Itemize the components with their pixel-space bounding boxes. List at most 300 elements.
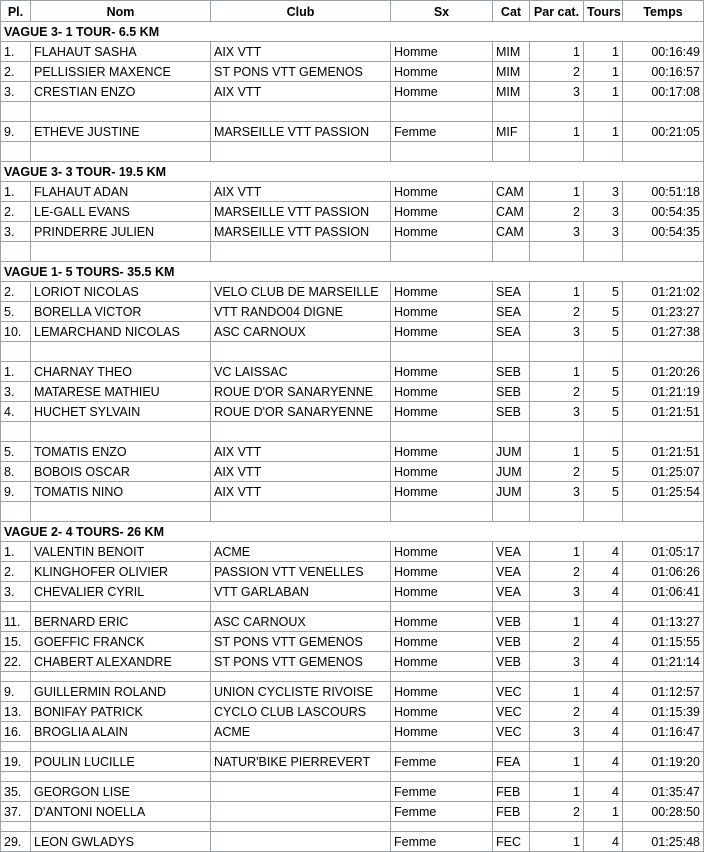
cell-cat[interactable]: MIM <box>493 82 530 102</box>
cell-club[interactable] <box>211 422 391 442</box>
cell-tours[interactable] <box>584 422 623 442</box>
cell-club[interactable]: AIX VTT <box>211 42 391 62</box>
cell-club[interactable]: ROUE D'OR SANARYENNE <box>211 382 391 402</box>
header-cat[interactable]: Cat <box>493 0 530 22</box>
cell-tours[interactable] <box>584 822 623 832</box>
cell-club[interactable]: ASC CARNOUX <box>211 322 391 342</box>
cell-cat[interactable]: MIM <box>493 62 530 82</box>
cell-cat[interactable] <box>493 242 530 262</box>
cell-temps[interactable]: 00:17:08 <box>623 82 704 102</box>
cell-club[interactable] <box>211 502 391 522</box>
cell-nom[interactable] <box>31 772 211 782</box>
cell-pl[interactable]: 1. <box>0 362 31 382</box>
cell-temps[interactable]: 01:35:47 <box>623 782 704 802</box>
cell-pl[interactable]: 22. <box>0 652 31 672</box>
cell-sx[interactable]: Homme <box>391 632 493 652</box>
cell-par[interactable]: 3 <box>530 82 584 102</box>
cell-sx[interactable]: Homme <box>391 302 493 322</box>
cell-cat[interactable]: VEB <box>493 612 530 632</box>
cell-club[interactable] <box>211 672 391 682</box>
cell-tours[interactable]: 4 <box>584 702 623 722</box>
cell-tours[interactable]: 5 <box>584 282 623 302</box>
cell-sx[interactable]: Homme <box>391 62 493 82</box>
cell-tours[interactable]: 4 <box>584 582 623 602</box>
cell-cat[interactable]: VEA <box>493 562 530 582</box>
cell-sx[interactable]: Femme <box>391 122 493 142</box>
cell-nom[interactable] <box>31 102 211 122</box>
cell-cat[interactable]: FEB <box>493 782 530 802</box>
cell-pl[interactable]: 9. <box>0 122 31 142</box>
cell-club[interactable]: ST PONS VTT GEMENOS <box>211 652 391 672</box>
cell-pl[interactable]: 1. <box>0 42 31 62</box>
cell-club[interactable] <box>211 802 391 822</box>
cell-nom[interactable]: D'ANTONI NOELLA <box>31 802 211 822</box>
cell-temps[interactable] <box>623 342 704 362</box>
cell-cat[interactable]: VEC <box>493 682 530 702</box>
cell-pl[interactable]: 8. <box>0 462 31 482</box>
header-sx[interactable]: Sx <box>391 0 493 22</box>
cell-tours[interactable]: 4 <box>584 722 623 742</box>
cell-temps[interactable]: 01:25:07 <box>623 462 704 482</box>
cell-club[interactable]: UNION CYCLISTE RIVOISE <box>211 682 391 702</box>
cell-pl[interactable]: 11. <box>0 612 31 632</box>
cell-club[interactable]: AIX VTT <box>211 82 391 102</box>
cell-temps[interactable]: 00:28:50 <box>623 802 704 822</box>
cell-club[interactable] <box>211 342 391 362</box>
cell-sx[interactable] <box>391 822 493 832</box>
header-par-cat[interactable]: Par cat. <box>530 0 584 22</box>
cell-temps[interactable]: 01:25:48 <box>623 832 704 852</box>
cell-club[interactable] <box>211 242 391 262</box>
cell-sx[interactable]: Homme <box>391 482 493 502</box>
cell-par[interactable] <box>530 422 584 442</box>
cell-pl[interactable]: 3. <box>0 582 31 602</box>
cell-pl[interactable]: 29. <box>0 832 31 852</box>
cell-sx[interactable] <box>391 342 493 362</box>
cell-club[interactable] <box>211 742 391 752</box>
cell-tours[interactable]: 5 <box>584 462 623 482</box>
cell-par[interactable] <box>530 742 584 752</box>
cell-temps[interactable] <box>623 772 704 782</box>
cell-nom[interactable] <box>31 142 211 162</box>
cell-nom[interactable] <box>31 502 211 522</box>
cell-temps[interactable] <box>623 502 704 522</box>
cell-club[interactable]: MARSEILLE VTT PASSION <box>211 222 391 242</box>
cell-par[interactable]: 2 <box>530 62 584 82</box>
cell-tours[interactable]: 1 <box>584 62 623 82</box>
cell-tours[interactable]: 3 <box>584 202 623 222</box>
cell-sx[interactable]: Homme <box>391 582 493 602</box>
cell-pl[interactable]: 2. <box>0 282 31 302</box>
cell-temps[interactable]: 01:13:27 <box>623 612 704 632</box>
cell-par[interactable]: 1 <box>530 182 584 202</box>
cell-nom[interactable]: BROGLIA ALAIN <box>31 722 211 742</box>
cell-par[interactable] <box>530 672 584 682</box>
cell-sx[interactable]: Homme <box>391 542 493 562</box>
cell-temps[interactable]: 01:06:26 <box>623 562 704 582</box>
cell-tours[interactable]: 4 <box>584 782 623 802</box>
cell-cat[interactable] <box>493 342 530 362</box>
cell-tours[interactable]: 5 <box>584 382 623 402</box>
cell-nom[interactable]: CHEVALIER CYRIL <box>31 582 211 602</box>
cell-par[interactable]: 2 <box>530 382 584 402</box>
cell-pl[interactable]: 2. <box>0 62 31 82</box>
cell-club[interactable]: ASC CARNOUX <box>211 612 391 632</box>
cell-sx[interactable] <box>391 102 493 122</box>
cell-cat[interactable]: CAM <box>493 182 530 202</box>
cell-tours[interactable]: 1 <box>584 42 623 62</box>
cell-pl[interactable]: 2. <box>0 202 31 222</box>
cell-nom[interactable]: CRESTIAN ENZO <box>31 82 211 102</box>
cell-nom[interactable]: POULIN LUCILLE <box>31 752 211 772</box>
cell-nom[interactable] <box>31 342 211 362</box>
cell-sx[interactable] <box>391 242 493 262</box>
cell-nom[interactable]: KLINGHOFER OLIVIER <box>31 562 211 582</box>
header-tours[interactable]: Tours <box>584 0 623 22</box>
cell-pl[interactable]: 10. <box>0 322 31 342</box>
cell-club[interactable]: VC LAISSAC <box>211 362 391 382</box>
cell-tours[interactable]: 1 <box>584 122 623 142</box>
cell-par[interactable]: 1 <box>530 442 584 462</box>
cell-sx[interactable]: Homme <box>391 362 493 382</box>
cell-tours[interactable]: 4 <box>584 682 623 702</box>
cell-sx[interactable]: Homme <box>391 42 493 62</box>
header-club[interactable]: Club <box>211 0 391 22</box>
cell-temps[interactable] <box>623 422 704 442</box>
cell-temps[interactable] <box>623 672 704 682</box>
cell-cat[interactable]: FEB <box>493 802 530 822</box>
cell-sx[interactable]: Femme <box>391 752 493 772</box>
cell-cat[interactable]: SEA <box>493 302 530 322</box>
header-pl[interactable]: Pl. <box>0 0 31 22</box>
cell-par[interactable]: 3 <box>530 222 584 242</box>
cell-pl[interactable]: 35. <box>0 782 31 802</box>
cell-pl[interactable]: 4. <box>0 402 31 422</box>
cell-club[interactable]: PASSION VTT VENELLES <box>211 562 391 582</box>
cell-sx[interactable]: Homme <box>391 82 493 102</box>
cell-sx[interactable] <box>391 672 493 682</box>
cell-tours[interactable]: 3 <box>584 222 623 242</box>
cell-par[interactable] <box>530 602 584 612</box>
cell-cat[interactable]: JUM <box>493 482 530 502</box>
cell-club[interactable]: VTT RANDO04 DIGNE <box>211 302 391 322</box>
cell-pl[interactable] <box>0 672 31 682</box>
cell-sx[interactable]: Femme <box>391 782 493 802</box>
cell-cat[interactable]: FEA <box>493 752 530 772</box>
cell-par[interactable]: 2 <box>530 202 584 222</box>
cell-sx[interactable]: Homme <box>391 722 493 742</box>
cell-par[interactable]: 1 <box>530 752 584 772</box>
cell-nom[interactable]: CHARNAY THEO <box>31 362 211 382</box>
cell-sx[interactable] <box>391 422 493 442</box>
cell-tours[interactable]: 4 <box>584 752 623 772</box>
cell-temps[interactable]: 01:05:17 <box>623 542 704 562</box>
cell-club[interactable]: AIX VTT <box>211 462 391 482</box>
cell-temps[interactable]: 01:06:41 <box>623 582 704 602</box>
cell-tours[interactable]: 3 <box>584 182 623 202</box>
cell-temps[interactable]: 01:15:55 <box>623 632 704 652</box>
cell-par[interactable]: 2 <box>530 302 584 322</box>
cell-temps[interactable]: 01:16:47 <box>623 722 704 742</box>
cell-pl[interactable] <box>0 772 31 782</box>
cell-sx[interactable]: Homme <box>391 382 493 402</box>
cell-nom[interactable]: PRINDERRE JULIEN <box>31 222 211 242</box>
cell-cat[interactable]: JUM <box>493 442 530 462</box>
cell-cat[interactable]: SEB <box>493 382 530 402</box>
cell-sx[interactable]: Homme <box>391 402 493 422</box>
cell-sx[interactable]: Homme <box>391 322 493 342</box>
cell-club[interactable]: ST PONS VTT GEMENOS <box>211 632 391 652</box>
cell-nom[interactable]: PELLISSIER MAXENCE <box>31 62 211 82</box>
cell-temps[interactable]: 01:25:54 <box>623 482 704 502</box>
cell-nom[interactable]: TOMATIS ENZO <box>31 442 211 462</box>
cell-cat[interactable]: MIF <box>493 122 530 142</box>
cell-cat[interactable] <box>493 502 530 522</box>
cell-sx[interactable]: Homme <box>391 282 493 302</box>
cell-temps[interactable]: 00:16:49 <box>623 42 704 62</box>
cell-tours[interactable]: 4 <box>584 632 623 652</box>
cell-cat[interactable] <box>493 602 530 612</box>
cell-par[interactable]: 3 <box>530 582 584 602</box>
cell-tours[interactable] <box>584 742 623 752</box>
cell-temps[interactable] <box>623 602 704 612</box>
cell-tours[interactable]: 4 <box>584 652 623 672</box>
cell-temps[interactable]: 00:16:57 <box>623 62 704 82</box>
cell-sx[interactable]: Homme <box>391 222 493 242</box>
cell-sx[interactable]: Homme <box>391 702 493 722</box>
cell-club[interactable]: VTT GARLABAN <box>211 582 391 602</box>
cell-par[interactable]: 3 <box>530 722 584 742</box>
cell-temps[interactable]: 01:27:38 <box>623 322 704 342</box>
cell-tours[interactable]: 5 <box>584 362 623 382</box>
cell-nom[interactable]: BERNARD ERIC <box>31 612 211 632</box>
cell-pl[interactable]: 9. <box>0 482 31 502</box>
cell-cat[interactable]: CAM <box>493 222 530 242</box>
cell-pl[interactable]: 3. <box>0 222 31 242</box>
cell-temps[interactable]: 00:54:35 <box>623 222 704 242</box>
cell-tours[interactable] <box>584 502 623 522</box>
cell-nom[interactable]: LEMARCHAND NICOLAS <box>31 322 211 342</box>
cell-cat[interactable] <box>493 422 530 442</box>
cell-cat[interactable] <box>493 142 530 162</box>
cell-par[interactable] <box>530 102 584 122</box>
cell-sx[interactable] <box>391 772 493 782</box>
cell-pl[interactable] <box>0 602 31 612</box>
cell-pl[interactable] <box>0 102 31 122</box>
cell-pl[interactable]: 1. <box>0 182 31 202</box>
cell-temps[interactable]: 01:19:20 <box>623 752 704 772</box>
cell-sx[interactable]: Homme <box>391 652 493 672</box>
cell-sx[interactable]: Homme <box>391 202 493 222</box>
cell-club[interactable]: ST PONS VTT GEMENOS <box>211 62 391 82</box>
cell-sx[interactable]: Homme <box>391 462 493 482</box>
cell-par[interactable]: 1 <box>530 542 584 562</box>
cell-nom[interactable]: GUILLERMIN ROLAND <box>31 682 211 702</box>
cell-temps[interactable]: 01:21:51 <box>623 402 704 422</box>
cell-par[interactable]: 1 <box>530 782 584 802</box>
cell-club[interactable] <box>211 142 391 162</box>
cell-nom[interactable]: FLAHAUT SASHA <box>31 42 211 62</box>
cell-par[interactable] <box>530 772 584 782</box>
cell-temps[interactable]: 01:15:39 <box>623 702 704 722</box>
cell-sx[interactable]: Homme <box>391 562 493 582</box>
cell-sx[interactable] <box>391 142 493 162</box>
cell-club[interactable] <box>211 772 391 782</box>
cell-par[interactable]: 2 <box>530 632 584 652</box>
cell-nom[interactable]: BORELLA VICTOR <box>31 302 211 322</box>
cell-temps[interactable]: 01:21:14 <box>623 652 704 672</box>
cell-nom[interactable]: ETHEVE JUSTINE <box>31 122 211 142</box>
cell-club[interactable] <box>211 822 391 832</box>
cell-nom[interactable]: TOMATIS NINO <box>31 482 211 502</box>
cell-pl[interactable] <box>0 242 31 262</box>
cell-temps[interactable] <box>623 742 704 752</box>
cell-temps[interactable] <box>623 822 704 832</box>
cell-pl[interactable]: 1. <box>0 542 31 562</box>
cell-pl[interactable] <box>0 742 31 752</box>
cell-pl[interactable] <box>0 142 31 162</box>
cell-nom[interactable]: HUCHET SYLVAIN <box>31 402 211 422</box>
cell-temps[interactable] <box>623 102 704 122</box>
cell-par[interactable]: 1 <box>530 122 584 142</box>
cell-cat[interactable]: VEC <box>493 702 530 722</box>
cell-temps[interactable]: 00:54:35 <box>623 202 704 222</box>
cell-club[interactable] <box>211 102 391 122</box>
cell-pl[interactable]: 15. <box>0 632 31 652</box>
cell-nom[interactable]: LORIOT NICOLAS <box>31 282 211 302</box>
cell-pl[interactable] <box>0 822 31 832</box>
cell-par[interactable] <box>530 342 584 362</box>
wave-title[interactable]: VAGUE 3- 3 TOUR- 19.5 KM <box>0 162 704 182</box>
cell-par[interactable] <box>530 242 584 262</box>
cell-cat[interactable] <box>493 742 530 752</box>
cell-tours[interactable]: 4 <box>584 562 623 582</box>
cell-nom[interactable]: CHABERT ALEXANDRE <box>31 652 211 672</box>
cell-pl[interactable]: 5. <box>0 442 31 462</box>
cell-tours[interactable]: 5 <box>584 442 623 462</box>
cell-par[interactable] <box>530 822 584 832</box>
cell-cat[interactable] <box>493 102 530 122</box>
cell-tours[interactable] <box>584 772 623 782</box>
cell-tours[interactable]: 5 <box>584 482 623 502</box>
cell-nom[interactable] <box>31 822 211 832</box>
cell-temps[interactable] <box>623 142 704 162</box>
cell-cat[interactable] <box>493 672 530 682</box>
cell-club[interactable]: AIX VTT <box>211 442 391 462</box>
cell-par[interactable]: 3 <box>530 402 584 422</box>
cell-nom[interactable]: BOBOIS OSCAR <box>31 462 211 482</box>
cell-cat[interactable]: SEB <box>493 402 530 422</box>
cell-cat[interactable]: SEA <box>493 282 530 302</box>
cell-nom[interactable] <box>31 422 211 442</box>
cell-nom[interactable]: MATARESE MATHIEU <box>31 382 211 402</box>
cell-club[interactable]: MARSEILLE VTT PASSION <box>211 202 391 222</box>
cell-temps[interactable]: 01:21:51 <box>623 442 704 462</box>
header-nom[interactable]: Nom <box>31 0 211 22</box>
cell-cat[interactable]: MIM <box>493 42 530 62</box>
cell-sx[interactable] <box>391 742 493 752</box>
cell-nom[interactable]: LEON GWLADYS <box>31 832 211 852</box>
cell-nom[interactable]: VALENTIN BENOIT <box>31 542 211 562</box>
cell-temps[interactable]: 00:21:05 <box>623 122 704 142</box>
cell-tours[interactable]: 1 <box>584 802 623 822</box>
cell-club[interactable]: AIX VTT <box>211 482 391 502</box>
cell-nom[interactable] <box>31 742 211 752</box>
cell-cat[interactable]: VEC <box>493 722 530 742</box>
cell-tours[interactable]: 5 <box>584 402 623 422</box>
cell-pl[interactable] <box>0 422 31 442</box>
cell-tours[interactable] <box>584 102 623 122</box>
cell-sx[interactable] <box>391 502 493 522</box>
wave-title[interactable]: VAGUE 3- 1 TOUR- 6.5 KM <box>0 22 704 42</box>
cell-pl[interactable]: 3. <box>0 82 31 102</box>
cell-club[interactable]: ACME <box>211 542 391 562</box>
cell-club[interactable]: NATUR'BIKE PIERREVERT <box>211 752 391 772</box>
cell-club[interactable]: ROUE D'OR SANARYENNE <box>211 402 391 422</box>
cell-club[interactable] <box>211 782 391 802</box>
cell-temps[interactable]: 01:12:57 <box>623 682 704 702</box>
cell-cat[interactable]: SEA <box>493 322 530 342</box>
cell-temps[interactable]: 01:21:19 <box>623 382 704 402</box>
cell-cat[interactable] <box>493 822 530 832</box>
cell-pl[interactable]: 16. <box>0 722 31 742</box>
cell-par[interactable] <box>530 502 584 522</box>
cell-par[interactable]: 2 <box>530 462 584 482</box>
cell-cat[interactable]: VEB <box>493 632 530 652</box>
cell-pl[interactable]: 3. <box>0 382 31 402</box>
cell-club[interactable]: CYCLO CLUB LASCOURS <box>211 702 391 722</box>
cell-nom[interactable]: GEORGON LISE <box>31 782 211 802</box>
cell-temps[interactable]: 01:21:02 <box>623 282 704 302</box>
wave-title[interactable]: VAGUE 1- 5 TOURS- 35.5 KM <box>0 262 704 282</box>
cell-sx[interactable] <box>391 602 493 612</box>
cell-club[interactable] <box>211 602 391 612</box>
cell-cat[interactable]: CAM <box>493 202 530 222</box>
cell-tours[interactable]: 4 <box>584 542 623 562</box>
cell-tours[interactable]: 4 <box>584 612 623 632</box>
cell-nom[interactable]: BONIFAY PATRICK <box>31 702 211 722</box>
cell-par[interactable]: 3 <box>530 482 584 502</box>
cell-nom[interactable] <box>31 242 211 262</box>
cell-club[interactable]: VELO CLUB DE MARSEILLE <box>211 282 391 302</box>
cell-temps[interactable]: 00:51:18 <box>623 182 704 202</box>
cell-club[interactable]: AIX VTT <box>211 182 391 202</box>
cell-sx[interactable]: Homme <box>391 182 493 202</box>
cell-pl[interactable] <box>0 342 31 362</box>
cell-pl[interactable]: 37. <box>0 802 31 822</box>
cell-cat[interactable]: VEB <box>493 652 530 672</box>
cell-par[interactable]: 1 <box>530 612 584 632</box>
cell-par[interactable]: 1 <box>530 682 584 702</box>
cell-nom[interactable]: FLAHAUT ADAN <box>31 182 211 202</box>
cell-par[interactable]: 1 <box>530 42 584 62</box>
cell-cat[interactable]: FEC <box>493 832 530 852</box>
cell-cat[interactable]: SEB <box>493 362 530 382</box>
cell-club[interactable]: ACME <box>211 722 391 742</box>
cell-nom[interactable] <box>31 602 211 612</box>
cell-club[interactable]: MARSEILLE VTT PASSION <box>211 122 391 142</box>
cell-tours[interactable]: 1 <box>584 82 623 102</box>
cell-sx[interactable]: Femme <box>391 832 493 852</box>
cell-par[interactable]: 1 <box>530 282 584 302</box>
cell-cat[interactable]: VEA <box>493 542 530 562</box>
cell-tours[interactable] <box>584 672 623 682</box>
wave-title[interactable]: VAGUE 2- 4 TOURS- 26 KM <box>0 522 704 542</box>
cell-par[interactable]: 2 <box>530 562 584 582</box>
cell-cat[interactable] <box>493 772 530 782</box>
cell-pl[interactable]: 2. <box>0 562 31 582</box>
cell-par[interactable]: 2 <box>530 802 584 822</box>
